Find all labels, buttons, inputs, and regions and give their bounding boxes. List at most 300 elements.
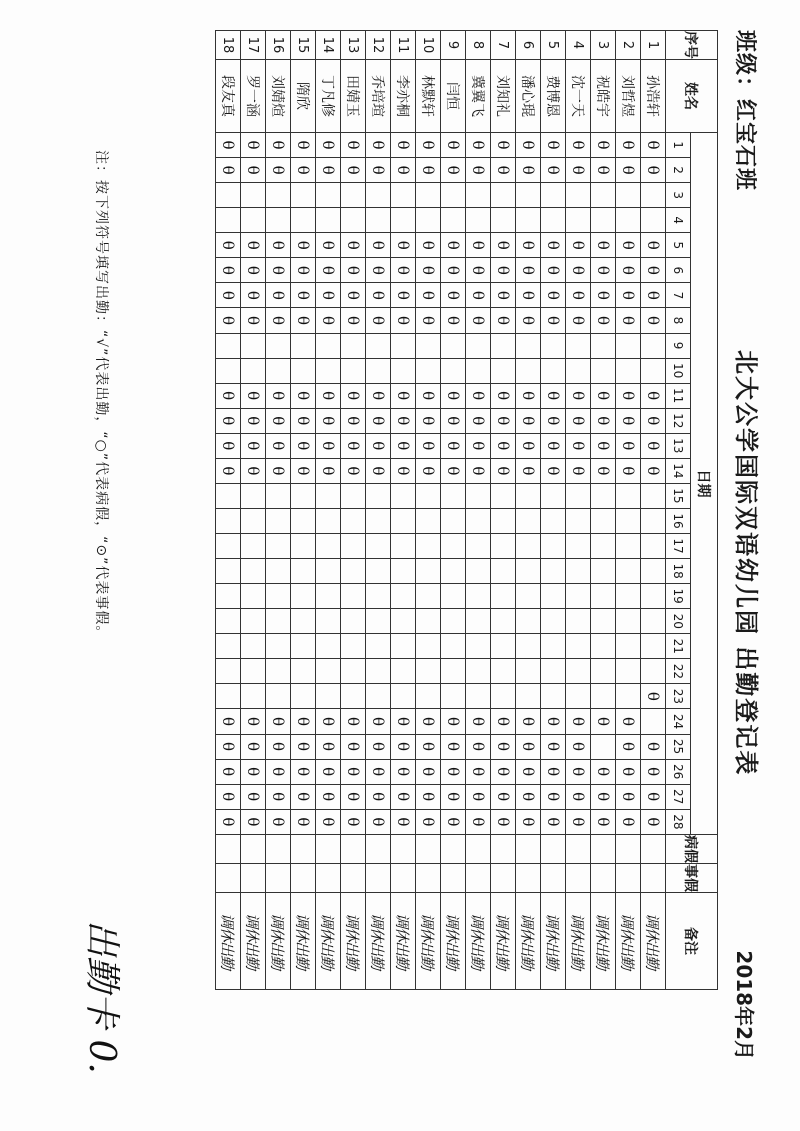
sick-leave-cell (291, 835, 316, 864)
attendance-mark-cell (441, 183, 466, 208)
attendance-mark-cell (291, 333, 316, 358)
attendance-mark-cell: θ (216, 784, 241, 809)
attendance-mark-cell (391, 483, 416, 508)
attendance-mark-cell (491, 333, 516, 358)
attendance-mark-cell (241, 584, 266, 609)
attendance-mark-cell (341, 634, 366, 659)
attendance-mark-cell: θ (366, 433, 391, 458)
attendance-mark-cell: θ (241, 809, 266, 834)
attendance-mark-cell: θ (366, 158, 391, 183)
remark-cell (516, 893, 541, 990)
table-row (341, 31, 366, 990)
attendance-mark-cell (466, 684, 491, 709)
attendance-mark-cell (216, 559, 241, 584)
attendance-mark-cell: θ (266, 759, 291, 784)
attendance-mark-cell (266, 508, 291, 533)
day-header-14: 14 (666, 458, 691, 483)
attendance-mark-cell (616, 333, 641, 358)
attendance-mark-cell (391, 584, 416, 609)
attendance-mark-cell (241, 483, 266, 508)
day-header-11: 11 (666, 383, 691, 408)
attendance-mark-cell (466, 358, 491, 383)
attendance-mark-cell (591, 684, 616, 709)
remark-handwriting: 调休出勤 (368, 912, 387, 969)
attendance-mark-cell (541, 183, 566, 208)
attendance-mark-cell (216, 634, 241, 659)
attendance-mark-cell: θ (566, 133, 591, 158)
attendance-mark-cell (491, 684, 516, 709)
attendance-mark-cell: θ (291, 408, 316, 433)
attendance-mark-cell (591, 734, 616, 759)
attendance-mark-cell: θ (391, 158, 416, 183)
attendance-mark-cell: θ (341, 759, 366, 784)
student-no: 5 (541, 31, 566, 60)
attendance-mark-cell: θ (641, 283, 666, 308)
remark-handwriting: 调休出勤 (393, 912, 412, 969)
attendance-mark-cell (341, 208, 366, 233)
student-no: 15 (291, 31, 316, 60)
attendance-mark-cell: θ (566, 408, 591, 433)
attendance-mark-cell: θ (416, 308, 441, 333)
attendance-mark-cell: θ (616, 784, 641, 809)
attendance-mark-cell: θ (641, 233, 666, 258)
attendance-mark-cell (541, 358, 566, 383)
attendance-mark-cell (566, 659, 591, 684)
attendance-mark-cell (641, 333, 666, 358)
attendance-mark-cell (316, 634, 341, 659)
attendance-mark-cell: θ (391, 233, 416, 258)
attendance-mark-cell: θ (516, 458, 541, 483)
student-name: 罗一涵 (241, 60, 266, 133)
attendance-mark-cell: θ (366, 458, 391, 483)
header-name: 姓名 (666, 60, 718, 133)
attendance-mark-cell (616, 483, 641, 508)
remark-handwriting: 调休出勤 (493, 912, 512, 969)
attendance-mark-cell: θ (291, 709, 316, 734)
attendance-mark-cell: θ (566, 158, 591, 183)
attendance-mark-cell: θ (516, 709, 541, 734)
attendance-mark-cell: θ (241, 784, 266, 809)
attendance-mark-cell: θ (341, 458, 366, 483)
sick-leave-cell (416, 835, 441, 864)
attendance-mark-cell (566, 508, 591, 533)
attendance-mark-cell: θ (616, 433, 641, 458)
attendance-mark-cell: θ (591, 308, 616, 333)
attendance-mark-cell (466, 634, 491, 659)
remark-cell (416, 893, 441, 990)
remark-handwriting: 调休出勤 (218, 912, 237, 969)
table-row (616, 31, 641, 990)
attendance-mark-cell (616, 358, 641, 383)
attendance-mark-cell: θ (641, 433, 666, 458)
attendance-mark-cell (416, 183, 441, 208)
attendance-mark-cell (591, 483, 616, 508)
attendance-mark-cell: θ (591, 408, 616, 433)
student-name: 孙浩轩 (641, 60, 666, 133)
attendance-mark-cell (366, 183, 391, 208)
attendance-mark-cell (341, 183, 366, 208)
attendance-mark-cell (641, 559, 666, 584)
attendance-mark-cell (516, 684, 541, 709)
attendance-mark-cell: θ (266, 433, 291, 458)
day-header-6: 6 (666, 258, 691, 283)
attendance-mark-cell: θ (416, 734, 441, 759)
attendance-mark-cell (341, 333, 366, 358)
attendance-mark-cell (466, 333, 491, 358)
attendance-mark-cell: θ (316, 433, 341, 458)
attendance-mark-cell: θ (566, 784, 591, 809)
header-remarks: 备注 (666, 893, 718, 990)
remark-handwriting: 调休出勤 (343, 912, 362, 969)
attendance-mark-cell: θ (391, 709, 416, 734)
attendance-mark-cell (366, 659, 391, 684)
sick-leave-cell (241, 835, 266, 864)
attendance-mark-cell: θ (641, 258, 666, 283)
attendance-mark-cell: θ (641, 133, 666, 158)
attendance-mark-cell (241, 358, 266, 383)
attendance-mark-cell: θ (266, 258, 291, 283)
attendance-mark-cell: θ (541, 784, 566, 809)
attendance-mark-cell (391, 684, 416, 709)
attendance-mark-cell: θ (466, 433, 491, 458)
day-header-24: 24 (666, 709, 691, 734)
attendance-mark-cell: θ (491, 133, 516, 158)
attendance-mark-cell: θ (516, 759, 541, 784)
attendance-mark-cell (291, 208, 316, 233)
attendance-mark-cell: θ (591, 709, 616, 734)
attendance-mark-cell: θ (391, 809, 416, 834)
attendance-mark-cell (466, 508, 491, 533)
table-row (316, 31, 341, 990)
attendance-mark-cell (466, 559, 491, 584)
attendance-mark-cell (466, 483, 491, 508)
attendance-mark-cell (516, 483, 541, 508)
attendance-mark-cell: θ (291, 734, 316, 759)
student-name: 田婧玉 (341, 60, 366, 133)
attendance-mark-cell (266, 609, 291, 634)
attendance-mark-cell (416, 584, 441, 609)
attendance-mark-cell: θ (391, 383, 416, 408)
table-row (291, 31, 316, 990)
sick-leave-cell (316, 835, 341, 864)
attendance-mark-cell (391, 534, 416, 559)
remark-handwriting: 调休出勤 (643, 912, 662, 969)
personal-leave-cell (541, 864, 566, 893)
attendance-mark-cell (216, 508, 241, 533)
attendance-mark-cell: θ (641, 784, 666, 809)
personal-leave-cell (491, 864, 516, 893)
attendance-mark-cell (541, 659, 566, 684)
attendance-mark-cell: θ (291, 283, 316, 308)
attendance-table (215, 30, 718, 990)
attendance-mark-cell: θ (316, 383, 341, 408)
table-row (391, 31, 416, 990)
attendance-mark-cell (291, 183, 316, 208)
student-rows (216, 31, 666, 990)
attendance-mark-cell (266, 483, 291, 508)
student-no: 14 (316, 31, 341, 60)
attendance-mark-cell: θ (316, 233, 341, 258)
attendance-mark-cell: θ (516, 734, 541, 759)
attendance-mark-cell (266, 183, 291, 208)
attendance-mark-cell: θ (291, 383, 316, 408)
attendance-mark-cell (416, 634, 441, 659)
attendance-mark-cell (266, 534, 291, 559)
attendance-mark-cell (416, 208, 441, 233)
attendance-mark-cell (591, 559, 616, 584)
attendance-mark-cell (366, 508, 391, 533)
attendance-mark-cell: θ (466, 383, 491, 408)
remark-cell (466, 893, 491, 990)
attendance-mark-cell: θ (316, 709, 341, 734)
remark-cell (591, 893, 616, 990)
attendance-mark-cell: θ (341, 433, 366, 458)
attendance-mark-cell: θ (241, 408, 266, 433)
attendance-mark-cell (391, 358, 416, 383)
student-no: 2 (616, 31, 641, 60)
attendance-mark-cell: θ (516, 809, 541, 834)
day-header-22: 22 (666, 659, 691, 684)
day-header-16: 16 (666, 508, 691, 533)
attendance-mark-cell: θ (416, 458, 441, 483)
attendance-mark-cell: θ (241, 734, 266, 759)
attendance-mark-cell (591, 358, 616, 383)
remark-handwriting: 调休出勤 (443, 912, 462, 969)
personal-leave-cell (316, 864, 341, 893)
attendance-mark-cell: θ (491, 308, 516, 333)
attendance-mark-cell: θ (291, 308, 316, 333)
attendance-mark-cell (391, 659, 416, 684)
attendance-mark-cell (241, 684, 266, 709)
attendance-mark-cell: θ (616, 258, 641, 283)
attendance-mark-cell: θ (616, 283, 641, 308)
attendance-mark-cell: θ (591, 133, 616, 158)
attendance-mark-cell (441, 508, 466, 533)
attendance-mark-cell (291, 508, 316, 533)
attendance-mark-cell: θ (591, 809, 616, 834)
attendance-mark-cell: θ (366, 809, 391, 834)
attendance-mark-cell (641, 358, 666, 383)
student-name: 丁凡修 (316, 60, 341, 133)
attendance-mark-cell: θ (441, 734, 466, 759)
sick-leave-cell (516, 835, 541, 864)
attendance-mark-cell (341, 534, 366, 559)
attendance-mark-cell (316, 333, 341, 358)
attendance-mark-cell (291, 483, 316, 508)
attendance-mark-cell: θ (516, 158, 541, 183)
attendance-mark-cell (266, 333, 291, 358)
sick-leave-cell (491, 835, 516, 864)
attendance-mark-cell: θ (216, 158, 241, 183)
student-no: 18 (216, 31, 241, 60)
sick-leave-cell (616, 835, 641, 864)
sheet-title: 北大公学国际双语幼儿园 出勤登记表 (732, 350, 760, 777)
attendance-mark-cell (216, 183, 241, 208)
attendance-mark-cell: θ (566, 759, 591, 784)
attendance-mark-cell: θ (316, 809, 341, 834)
attendance-mark-cell: θ (366, 408, 391, 433)
attendance-mark-cell: θ (316, 408, 341, 433)
day-header-23: 23 (666, 684, 691, 709)
attendance-mark-cell (466, 183, 491, 208)
attendance-mark-cell: θ (541, 809, 566, 834)
attendance-mark-cell: θ (616, 458, 641, 483)
attendance-mark-cell: θ (466, 133, 491, 158)
table-row (591, 31, 616, 990)
attendance-mark-cell: θ (616, 759, 641, 784)
attendance-mark-cell (591, 183, 616, 208)
attendance-mark-cell: θ (216, 258, 241, 283)
attendance-mark-cell (541, 634, 566, 659)
attendance-mark-cell: θ (466, 759, 491, 784)
attendance-mark-cell: θ (416, 709, 441, 734)
attendance-mark-cell: θ (341, 709, 366, 734)
attendance-mark-cell: θ (366, 283, 391, 308)
attendance-mark-cell (541, 584, 566, 609)
attendance-mark-cell: θ (491, 784, 516, 809)
attendance-mark-cell: θ (541, 433, 566, 458)
attendance-mark-cell (591, 634, 616, 659)
student-name: 沈一天 (566, 60, 591, 133)
attendance-mark-cell: θ (341, 734, 366, 759)
attendance-mark-cell: θ (391, 433, 416, 458)
sick-leave-cell (641, 835, 666, 864)
attendance-mark-cell: θ (291, 133, 316, 158)
remark-handwriting: 调休出勤 (593, 912, 612, 969)
attendance-mark-cell (341, 684, 366, 709)
sick-leave-cell (466, 835, 491, 864)
personal-leave-cell (566, 864, 591, 893)
remark-handwriting: 调休出勤 (468, 912, 487, 969)
attendance-mark-cell (616, 559, 641, 584)
attendance-mark-cell (541, 483, 566, 508)
attendance-mark-cell (616, 684, 641, 709)
day-header-9: 9 (666, 333, 691, 358)
attendance-mark-cell (291, 358, 316, 383)
personal-leave-cell (591, 864, 616, 893)
attendance-mark-cell: θ (316, 283, 341, 308)
attendance-mark-cell: θ (441, 258, 466, 283)
attendance-mark-cell (316, 584, 341, 609)
attendance-mark-cell (291, 584, 316, 609)
attendance-mark-cell: θ (591, 258, 616, 283)
attendance-mark-cell: θ (541, 759, 566, 784)
sick-leave-cell (366, 835, 391, 864)
attendance-mark-cell: θ (566, 383, 591, 408)
attendance-mark-cell: θ (641, 408, 666, 433)
attendance-mark-cell (216, 609, 241, 634)
attendance-mark-cell: θ (216, 809, 241, 834)
attendance-mark-cell (316, 208, 341, 233)
student-no: 16 (266, 31, 291, 60)
attendance-mark-cell (466, 208, 491, 233)
attendance-mark-cell (566, 208, 591, 233)
attendance-mark-cell: θ (341, 408, 366, 433)
attendance-mark-cell: θ (316, 734, 341, 759)
attendance-mark-cell (316, 358, 341, 383)
attendance-mark-cell: θ (366, 784, 391, 809)
day-header-19: 19 (666, 584, 691, 609)
attendance-mark-cell (491, 534, 516, 559)
attendance-mark-cell (391, 183, 416, 208)
attendance-mark-cell: θ (391, 133, 416, 158)
attendance-mark-cell: θ (541, 233, 566, 258)
sheet-month: 2018年2月 (732, 950, 756, 1060)
attendance-mark-cell: θ (566, 433, 591, 458)
attendance-mark-cell (241, 508, 266, 533)
attendance-mark-cell (291, 534, 316, 559)
attendance-mark-cell: θ (341, 809, 366, 834)
attendance-mark-cell (291, 684, 316, 709)
attendance-mark-cell: θ (291, 233, 316, 258)
attendance-mark-cell (291, 659, 316, 684)
attendance-mark-cell: θ (541, 734, 566, 759)
attendance-mark-cell (641, 534, 666, 559)
attendance-mark-cell (641, 659, 666, 684)
attendance-mark-cell: θ (391, 258, 416, 283)
attendance-mark-cell: θ (466, 458, 491, 483)
attendance-mark-cell: θ (491, 408, 516, 433)
attendance-mark-cell: θ (566, 308, 591, 333)
attendance-mark-cell: θ (541, 283, 566, 308)
attendance-mark-cell: θ (266, 784, 291, 809)
attendance-mark-cell: θ (391, 458, 416, 483)
remark-handwriting: 调休出勤 (618, 912, 637, 969)
attendance-mark-cell: θ (591, 383, 616, 408)
remark-cell (316, 893, 341, 990)
attendance-mark-cell: θ (441, 709, 466, 734)
student-no: 1 (641, 31, 666, 60)
attendance-mark-cell (641, 634, 666, 659)
attendance-mark-cell: θ (466, 784, 491, 809)
attendance-mark-cell: θ (216, 133, 241, 158)
attendance-mark-cell (466, 659, 491, 684)
attendance-mark-cell (591, 659, 616, 684)
table-row (216, 31, 241, 990)
attendance-mark-cell: θ (641, 809, 666, 834)
attendance-mark-cell (491, 358, 516, 383)
personal-leave-cell (616, 864, 641, 893)
attendance-mark-cell: θ (641, 759, 666, 784)
attendance-mark-cell (216, 358, 241, 383)
table-row (366, 31, 391, 990)
attendance-mark-cell (566, 634, 591, 659)
day-header-25: 25 (666, 734, 691, 759)
attendance-mark-cell (316, 183, 341, 208)
attendance-mark-cell (266, 358, 291, 383)
student-no: 7 (491, 31, 516, 60)
attendance-mark-cell (641, 208, 666, 233)
student-name: 刘知礼 (491, 60, 516, 133)
attendance-mark-cell (341, 483, 366, 508)
student-name: 段友真 (216, 60, 241, 133)
attendance-mark-cell: θ (416, 383, 441, 408)
remark-cell (641, 893, 666, 990)
attendance-mark-cell: θ (441, 809, 466, 834)
day-header-12: 12 (666, 408, 691, 433)
student-no: 11 (391, 31, 416, 60)
remark-cell (291, 893, 316, 990)
remark-handwriting: 调休出勤 (243, 912, 262, 969)
attendance-mark-cell: θ (291, 809, 316, 834)
day-header-15: 15 (666, 483, 691, 508)
attendance-mark-cell: θ (391, 734, 416, 759)
attendance-mark-cell: θ (216, 734, 241, 759)
attendance-mark-cell: θ (641, 734, 666, 759)
attendance-mark-cell: θ (391, 784, 416, 809)
attendance-mark-cell: θ (316, 158, 341, 183)
remark-cell (266, 893, 291, 990)
